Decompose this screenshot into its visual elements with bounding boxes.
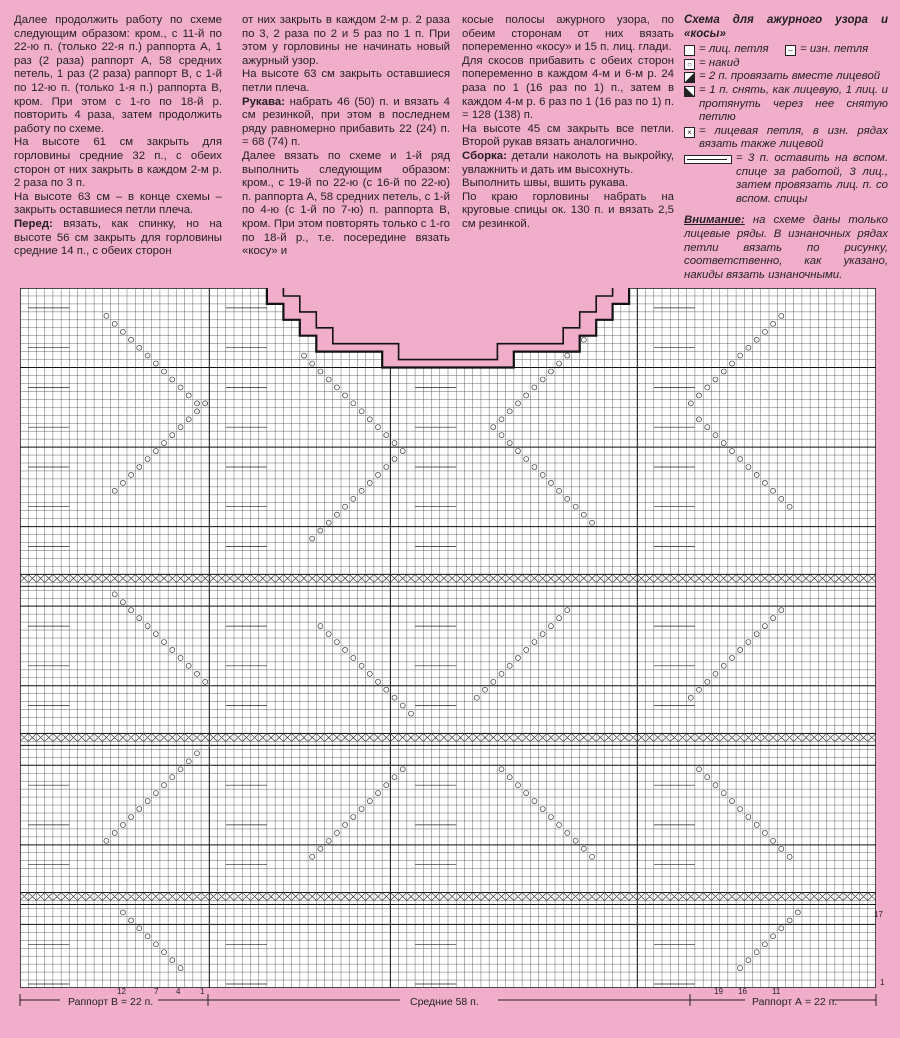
rapport-b-label: Раппорт В = 22 п. bbox=[68, 996, 154, 1008]
cable-arrow-icon bbox=[684, 155, 732, 164]
col3-paragraph bbox=[462, 123, 674, 150]
col1-heading: Перед: bbox=[14, 217, 53, 230]
text-column-2 bbox=[242, 14, 450, 259]
col3-text: Для скосов прибавить с обеих сторон попеременно в каждом 4-м и 6-м р. 24 раза по 1 (16 раз по 1) п., затем в каждом 4-м р. 6 раз по 1 (16 раз по 1) п. = 128 (138) п. bbox=[462, 54, 674, 122]
col2-text: На высоте 63 см закрыть оставшиеся петли плеча. bbox=[242, 68, 450, 94]
cross-stitch-icon: × bbox=[684, 127, 695, 138]
col1-paragraph bbox=[14, 14, 222, 136]
col3-paragraph bbox=[462, 150, 674, 177]
col2-text: набрать 46 (50) п. и вязать 4 см резинкой, при этом в последнем ряду равномерно прибавить 22 (24) п. = 68 (74) п. bbox=[242, 95, 450, 149]
yarn-over-icon: ○ bbox=[684, 59, 695, 70]
legend-row-knit-purl bbox=[684, 43, 888, 57]
col3-text: детали наколоть на выкройку, увлажнить и дать им высохнуть. bbox=[462, 149, 674, 176]
legend-row-twisted bbox=[684, 125, 888, 152]
chart-grid bbox=[20, 288, 876, 988]
tick-a-16: 16 bbox=[738, 987, 747, 996]
col1-text: вязать, как спинку, но на высоте 56 см закрыть для горловины средние 14 п., с обеих сторон bbox=[14, 217, 222, 258]
legend-yo: = накид bbox=[699, 56, 740, 69]
col3-heading: Сборка: bbox=[462, 149, 507, 162]
col1-paragraph bbox=[14, 191, 222, 218]
col3-paragraph bbox=[462, 14, 674, 55]
legend-note-text: на схеме даны только лицевые ряды. В изнаночных рядах петли вязать по рисунку, соответственно, как указано, накиды вязать изнаночными. bbox=[684, 214, 888, 281]
legend-row-yo bbox=[684, 57, 888, 71]
row-label-1: 1 bbox=[880, 978, 885, 987]
col1-text: На высоте 63 см – в конце схемы – закрыть оставшиеся петли плеча. bbox=[14, 190, 222, 217]
col3-text: По краю горловины набрать на круговые спицы ок. 130 п. и вязать 2,5 см резинкой. bbox=[462, 190, 674, 230]
legend-row-cable bbox=[684, 152, 888, 206]
row-label-17: 17 bbox=[874, 910, 883, 919]
col3-text: На высоте 45 см закрыть все петли. Второй рукав вязать аналогично. bbox=[462, 122, 674, 149]
legend-skp: = 1 п. снять, как лицевую, 1 лиц. и протянуть через нее снятую петлю bbox=[699, 83, 888, 124]
legend-title: Схема для ажурного узора и «косы» bbox=[684, 14, 888, 40]
col1-paragraph bbox=[14, 136, 222, 190]
legend-k2tog: = 2 п. провязать вместе лицевой bbox=[699, 70, 881, 83]
legend-cable: = 3 п. оставить на вспом. спице за работой, 3 лиц., затем провязать лиц. п. со вспом. спицы bbox=[736, 151, 888, 205]
legend-note-head: Внимание: bbox=[684, 214, 745, 227]
col2-paragraph bbox=[242, 68, 450, 95]
tick-b-12: 12 bbox=[117, 987, 126, 996]
col1-paragraph bbox=[14, 218, 222, 259]
legend-purl: = изн. петля bbox=[800, 43, 869, 56]
col3-paragraph bbox=[462, 55, 674, 123]
legend-row-k2tog bbox=[684, 70, 888, 84]
col1-text: Далее продолжить работу по схеме следующим образом: кром., с 11-й по 22-ю п. (только 22-я п.) раппорта А, 1 раз (2 раза) раппорт А, 58 средних петель, 1 раз (2 раза) раппорт В, с 1-й по 12-ю п. (только 1-я п.) раппорта В, кром. При этом с 1-го по 18-й р. повторить 4 раза, затем продолжить работу по схеме. bbox=[14, 14, 222, 135]
col2-paragraph bbox=[242, 150, 450, 259]
legend-row-skp bbox=[684, 84, 888, 125]
k2tog-icon bbox=[684, 72, 695, 83]
text-column-3 bbox=[462, 14, 674, 232]
knit-stitch-icon bbox=[684, 45, 695, 56]
text-column-1 bbox=[14, 14, 222, 259]
tick-a-19: 19 bbox=[714, 987, 723, 996]
col3-paragraph bbox=[462, 191, 674, 232]
col3-text: Выполнить швы, вшить рукава. bbox=[462, 177, 629, 190]
legend-knit: = лиц. петля bbox=[699, 43, 769, 56]
knitting-chart bbox=[20, 288, 876, 993]
skp-icon bbox=[684, 86, 695, 97]
purl-stitch-icon: – bbox=[785, 45, 796, 56]
col2-text: от них закрыть в каждом 2-м р. 2 раза по 3, 2 раза по 2 и 5 раз по 1 п. При этом у горловины не начинать новый ажурный узор. bbox=[242, 14, 450, 67]
tick-b-7: 7 bbox=[154, 987, 159, 996]
legend-note bbox=[684, 214, 888, 282]
legend-twisted: = лицевая петля, в изн. рядах вязать также лицевой bbox=[699, 124, 888, 151]
middle-stitches-label: Средние 58 п. bbox=[410, 996, 479, 1008]
col3-text: косые полосы ажурного узора, по обеим сторонам от них вязать попеременно «косу» и 15 п. лиц. глади. bbox=[462, 14, 674, 54]
rapport-a-label: Раппорт А = 22 п. bbox=[752, 996, 838, 1008]
legend-panel bbox=[684, 14, 888, 282]
col2-paragraph bbox=[242, 14, 450, 68]
tick-b-1: 1 bbox=[200, 987, 205, 996]
col2-text: Далее вязать по схеме и 1-й ряд выполнить следующим образом: кром., с 19-й по 22-ю (с 16-й по 22-ю) п. раппорта А, 58 средних петель, с 1-й по 4-ю (с 1-й по 7-ю) п. раппорта В, кром. При этом повторять только с 1-го по 18-й р., т.е. посередине вязать «косу» и bbox=[242, 149, 450, 258]
col2-heading: Рукава: bbox=[242, 95, 285, 108]
col2-paragraph bbox=[242, 96, 450, 150]
col1-text: На высоте 61 см закрыть для горловины средние 32 п., с обеих сторон от них закрыть в каждом 2-м р. 2 раза по 3 п. bbox=[14, 136, 222, 190]
col3-paragraph bbox=[462, 177, 674, 191]
tick-b-4: 4 bbox=[176, 987, 181, 996]
tick-a-11: 11 bbox=[772, 987, 781, 996]
